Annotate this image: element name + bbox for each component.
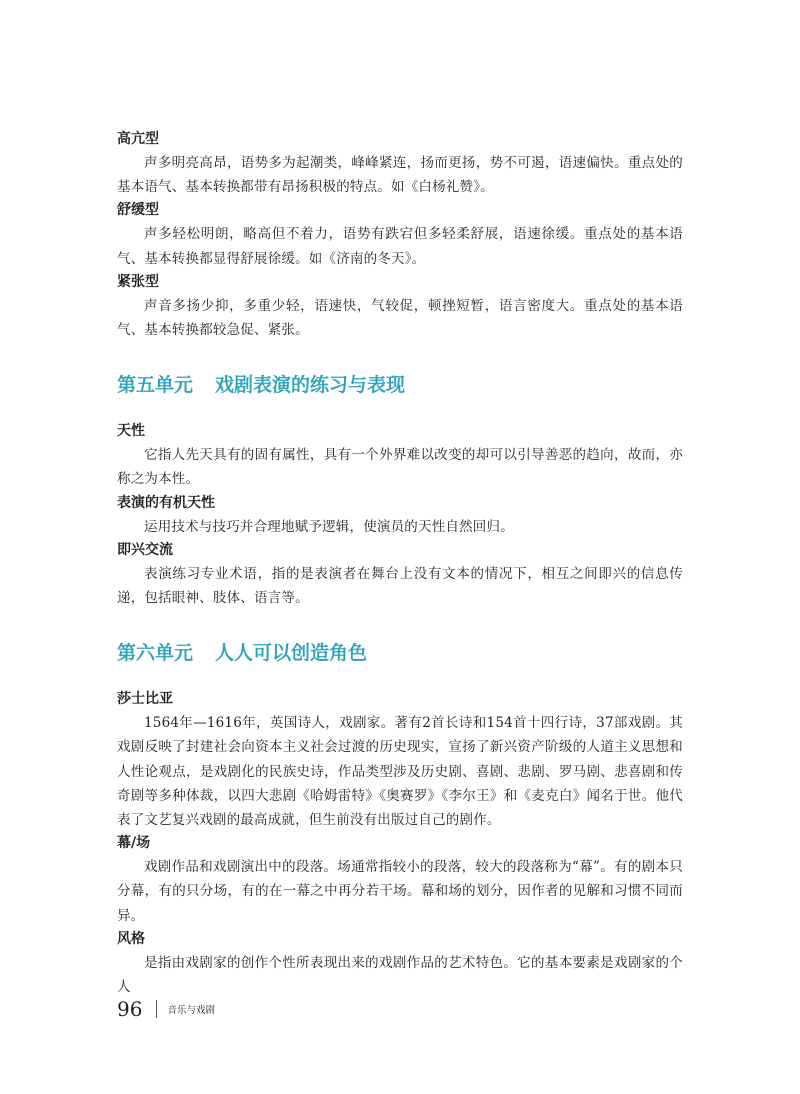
term-section-tianxing	[117, 420, 683, 491]
term-section-shuhuan	[117, 199, 683, 270]
unit-5-number: 第五单元	[117, 374, 194, 397]
unit-5-title: 戏剧表演的练习与表现	[215, 374, 406, 397]
page-footer	[117, 995, 215, 1023]
footer-divider	[156, 1000, 157, 1018]
term-description: 表演练习专业术语，指的是表演者在舞台上没有文本的情况下，相互之间即兴的信息传递，包括眼神、肢体、语言等。	[117, 565, 683, 607]
term-heading: 风格	[117, 930, 145, 947]
term-description: 是指由戏剧家的创作个性所表现出来的戏剧作品的艺术特色。它的基本要素是戏剧家的个人	[117, 954, 683, 996]
book-title: 音乐与戏剧	[167, 1005, 215, 1016]
term-description: 声多明亮高昂，语势多为起潮类，峰峰紧连，扬而更扬，势不可遏，语速偏快。重点处的基本语气、基本转换都带有昂扬积极的特点。如《白杨礼赞》。	[117, 155, 683, 196]
term-section-shakespeare	[117, 688, 683, 832]
page-number: 96	[117, 997, 143, 1021]
term-heading: 表演的有机天性	[117, 494, 215, 511]
term-heading: 紧张型	[117, 273, 159, 290]
term-description: 运用技术与技巧并合理地赋予逻辑，使演员的天性自然回归。	[144, 518, 514, 535]
term-description: 声音多扬少抑，多重少轻，语速快，气较促，顿挫短暂，语言密度大。重点处的基本语气、基本转换都较急促、紧张。	[117, 297, 683, 339]
unit-6-heading	[117, 639, 683, 667]
term-heading: 莎士比亚	[117, 691, 173, 708]
term-description: 1564年—1616年，英国诗人，戏剧家。著有2首长诗和154首十四行诗，37部戏剧。其戏剧反映了封建社会向资本主义社会过渡的历史现实，宣扬了新兴资产阶级的人道主义思想和人性论观点，是戏剧化的民族史诗，作品类型涉及历史剧、喜剧、悲剧、罗马剧、悲喜剧和传奇剧等多种体裁，以四大悲剧《哈姆雷特》《奥赛罗》《李尔王》和《麦克白》闻名于世。他代表了文艺复兴戏剧的最高成就，但生前没有出版过自己的剧作。	[117, 715, 683, 829]
term-description: 戏剧作品和戏剧演出中的段落。场通常指较小的段落，较大的段落称为“幕”。有的剧本只分幕，有的只分场，有的在一幕之中再分若干场。幕和场的划分，因作者的见解和习惯不同而异。	[117, 859, 683, 924]
term-description: 它指人先天具有的固有属性，具有一个外界难以改变的却可以引导善恶的趋向，故而，亦称之为本性。	[117, 447, 683, 488]
term-section-mu-chang	[117, 832, 683, 928]
unit-6-number: 第六单元	[117, 642, 194, 665]
term-heading: 即兴交流	[117, 541, 173, 558]
unit-6-title: 人人可以创造角色	[215, 642, 368, 665]
term-section-jixing-jiaoliu	[117, 539, 683, 610]
term-heading: 天性	[117, 423, 145, 440]
term-section-jinzhang	[117, 271, 683, 342]
term-section-gaokang	[117, 128, 683, 199]
term-section-fengge	[117, 928, 683, 999]
term-section-youji-tianxing	[117, 492, 683, 539]
page-content	[117, 128, 683, 999]
term-heading: 高亢型	[117, 131, 159, 147]
term-description: 声多轻松明朗，略高但不着力，语势有跌宕但多轻柔舒展，语速徐缓。重点处的基本语气、基本转换都显得舒展徐缓。如《济南的冬天》。	[117, 226, 683, 267]
term-heading: 幕/场	[117, 835, 151, 852]
term-heading: 舒缓型	[117, 202, 159, 219]
unit-5-heading	[117, 371, 683, 399]
